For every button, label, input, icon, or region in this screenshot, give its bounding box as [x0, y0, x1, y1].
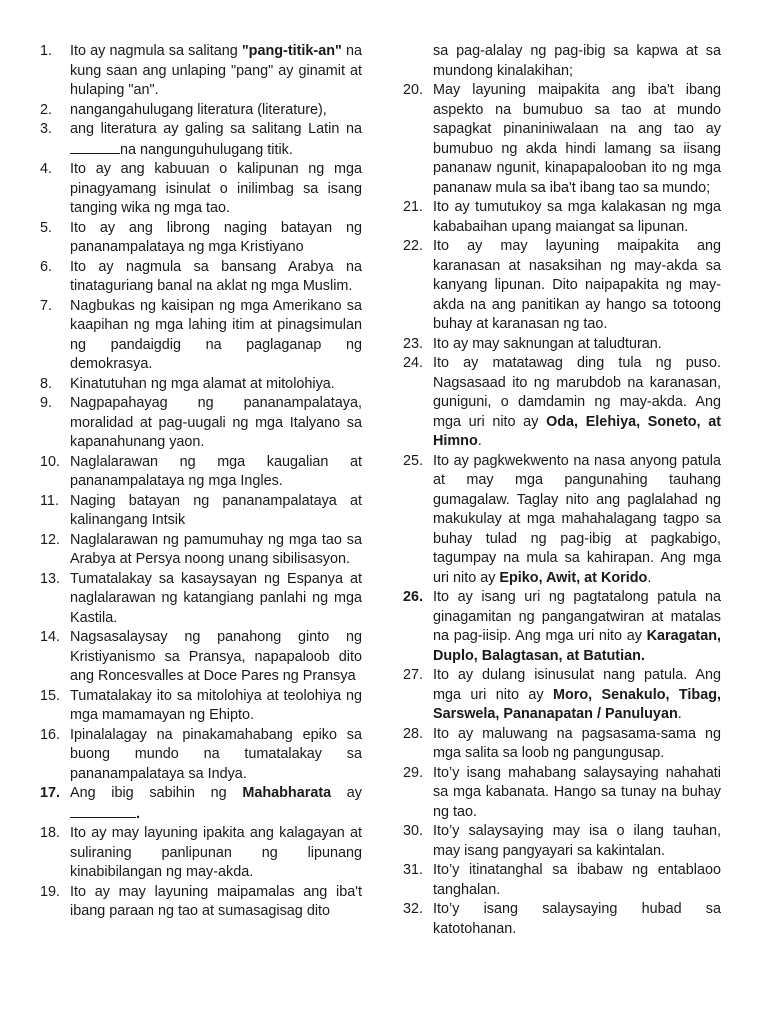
question-number: 27. [403, 667, 424, 683]
question-item [40, 492, 362, 531]
question-text [433, 198, 721, 237]
text-run: Ito’y salaysaying may isa o ilang tauhan, may isang pangyayari sa kakintalan. [433, 823, 721, 859]
question-item [40, 375, 362, 395]
question-number: 16. [40, 726, 61, 743]
question-number: 24. [403, 355, 424, 371]
question-text [433, 588, 721, 666]
question-item [40, 628, 362, 687]
question-item [40, 784, 362, 824]
question-list-left [40, 42, 362, 922]
question-item [40, 297, 362, 375]
question-text [433, 822, 721, 861]
question-item [403, 42, 721, 81]
question-text [70, 120, 362, 160]
question-number: 15. [40, 687, 61, 704]
question-item [403, 725, 721, 764]
question-item [40, 531, 362, 570]
answer-blank[interactable] [70, 140, 120, 154]
question-text [70, 726, 362, 785]
bold-text: Epiko, Awit, at Korido [499, 569, 648, 586]
question-number: 31. [403, 862, 424, 878]
text-run: Ang ibig sabihin ng [70, 785, 243, 801]
question-number: 25. [403, 452, 424, 469]
bold-text: Oda, Elehiya, Soneto, at Himno [433, 413, 721, 449]
question-number: 14. [40, 629, 61, 645]
question-item [403, 354, 721, 452]
question-text [70, 42, 362, 101]
question-number: 13. [40, 570, 61, 587]
question-number: 12. [40, 531, 61, 548]
right-column [403, 42, 721, 939]
question-text [433, 861, 721, 900]
question-number: 28. [403, 725, 424, 742]
text-run: Ito ay may layuning maipamalas ang iba't ibang paraan ng tao at sumasagisag dito [70, 883, 362, 919]
bold-text: "pang-titik-an" [241, 43, 342, 59]
text-run: na kung saan ang unlaping "pang" ay ginamit at hulaping "an". [70, 43, 362, 98]
question-item [403, 335, 721, 355]
text-run: Naglalarawan ng pamumuhay ng mga tao sa Arabya at Persya noong unang sibilisasyon. [70, 531, 362, 567]
text-run: Ito’y isang mahabang salaysaying nahahati sa mga kabanata. Hango sa tunay na buhay ng tao. [433, 764, 721, 820]
question-item [40, 687, 362, 726]
text-run: Tumatalakay sa kasaysayan ng Espanya at naglalarawan ng katangiang panlahi ng mga Kastila. [70, 570, 362, 626]
question-number: 11. [40, 492, 59, 509]
question-list-right [403, 42, 721, 939]
question-item [40, 453, 362, 492]
question-text [433, 335, 721, 355]
question-number: 9. [40, 395, 53, 411]
question-item [403, 822, 721, 861]
text-run: Ito ay may saknungan at taludturan. [433, 335, 662, 352]
question-number: 3. [40, 121, 53, 137]
question-number: 17. [40, 785, 61, 801]
question-number: 21. [403, 199, 424, 215]
text-run: Kinatutuhan ng mga alamat at mitolohiya. [70, 375, 335, 392]
question-item [403, 900, 721, 939]
question-text [70, 394, 362, 453]
question-text [70, 824, 362, 883]
text-run: Nagsasalaysay ng panahong ginto ng Kristiyanismo sa Pransya, napapaloob dito ang Roncesvalles at Doce Pares ng Pransya [70, 629, 362, 684]
text-run: sa pag-alalay ng pag-ibig sa kapwa at sa mundong kinalakihan; [433, 43, 721, 79]
question-number: 7. [40, 297, 53, 314]
question-number: 2. [40, 101, 53, 118]
question-number: 19. [40, 883, 61, 900]
question-number: 26. [403, 589, 424, 605]
question-number: 23. [403, 335, 424, 352]
question-text [433, 354, 721, 452]
question-text [433, 42, 721, 81]
question-number: 1. [40, 43, 53, 59]
text-run: Ito ay nagmula sa bansang Arabya na tinataguriang banal na aklat ng mga Muslim. [70, 258, 362, 294]
question-text [70, 531, 362, 570]
text-run: Nagpapahayag ng pananampalataya, moralidad at pag-uugali ng mga Italyano sa kapanahunang yaon. [70, 395, 362, 450]
question-item [403, 588, 721, 666]
text-run: . [677, 706, 682, 722]
question-item [403, 452, 721, 589]
question-item [40, 42, 362, 101]
text-run: . [647, 569, 652, 586]
question-number: 4. [40, 161, 53, 177]
question-item [40, 120, 362, 160]
question-item [403, 861, 721, 900]
question-text [70, 219, 362, 258]
question-text [70, 628, 362, 687]
text-run: Ito’y itinatanghal sa ibabaw ng entablaoo tanghalan. [433, 862, 721, 898]
question-text [433, 452, 721, 589]
bold-text: Moro, Senakulo, Tibag, Sarswela, Pananapatan / Panuluyan [433, 686, 722, 722]
text-run: Ipinalalagay na pinakamahabang epiko sa buong mundo na tumatalakay sa pananampalataya sa Indya. [70, 726, 362, 782]
question-item [40, 101, 362, 121]
text-run: Ito ay may layuning ipakita ang kalagayan at suliraning panlipunan ng lipunang kinabibilangan ng may-akda. [70, 825, 362, 880]
question-text [433, 237, 721, 335]
question-item [403, 237, 721, 335]
question-text [70, 453, 362, 492]
question-item [403, 198, 721, 237]
question-item [40, 258, 362, 297]
question-text [70, 492, 362, 531]
question-number: 10. [40, 453, 61, 470]
text-run: Ito ay tumutukoy sa mga kalakasan ng mga kababaihan upang maiangat sa lipunan. [433, 199, 721, 235]
question-number: 8. [40, 375, 53, 392]
question-text [70, 258, 362, 297]
answer-blank[interactable] [70, 804, 136, 818]
text-run: Ito ay pagkwekwento na nasa anyong patula at may mga pangunahing tauhang gumagalaw. Taglay nito ang paglalahad ng makukulay at mga mahahalagang tagpo sa buhay tulad ng pag-ibig at pagkabigo, tagumpay na mula sa kahirapan. Ang mga uri nito ay [433, 452, 721, 586]
text-run: Ito ay nagmula sa salitang [70, 43, 242, 59]
question-text [70, 687, 362, 726]
question-number: 6. [40, 258, 53, 275]
question-item [40, 394, 362, 453]
question-item [40, 570, 362, 629]
question-text [70, 570, 362, 629]
text-run: ay [331, 785, 363, 801]
bold-text: . [136, 805, 140, 822]
question-text [433, 764, 721, 823]
bold-text: Karagatan, Duplo, Balagtasan, at Batutian. [433, 628, 721, 664]
question-text [433, 900, 721, 939]
question-number: 5. [40, 219, 53, 236]
text-run: Ito ay matatawag ding tula ng puso. Nagsasaad ito ng marubdob na karanasan, guniguni, o damdamin ng may-akda. Ang mga uri nito ay [433, 355, 721, 430]
text-run: Ito ay dulang isinusulat nang patula. Ang mga uri nito ay [433, 667, 721, 703]
question-item [40, 160, 362, 219]
question-item [403, 666, 721, 725]
text-run: May layuning maipakita ang iba't ibang aspekto na bumubuo sa tao at mundo sapagkat pinaniniwalaan na ang tao ay bumubuo ng akda hindi lamang sa iisang pananaw ngunit, kinapapalooban ito ng mga pananaw mula sa iba't ibang tao sa mundo; [433, 82, 721, 196]
question-number: 18. [40, 825, 61, 841]
text-run: Ito ay isang uri ng pagtatalong patula na ginagamitan ng pangangatwiran at matalas na pag-iisip. Ang mga uri nito ay [433, 589, 721, 644]
question-text [70, 160, 362, 219]
text-run: ang literatura ay galing sa salitang Latin na [70, 121, 362, 137]
question-item [40, 726, 362, 785]
text-run: Naging batayan ng pananampalataya at kalinangang Intsik [70, 492, 362, 528]
question-text [70, 297, 362, 375]
question-number: 22. [403, 238, 424, 254]
text-run: . [477, 433, 482, 449]
question-text [433, 666, 721, 725]
question-text [70, 101, 362, 121]
question-text [70, 375, 362, 395]
question-item [403, 81, 721, 198]
question-item [40, 883, 362, 922]
question-text [433, 725, 721, 764]
question-text [70, 883, 362, 922]
left-column [40, 42, 362, 922]
text-run: Tumatalakay ito sa mitolohiya at teolohiya ng mga mamamayan ng Ehipto. [70, 687, 362, 723]
bold-text: Mahabharata [242, 785, 332, 801]
question-item [403, 764, 721, 823]
question-item [40, 824, 362, 883]
question-number: 20. [403, 82, 424, 98]
text-run: Naglalarawan ng mga kaugalian at pananampalataya ng mga Ingles. [70, 453, 362, 489]
question-text [70, 784, 362, 824]
text-run: Ito ay ang kabuuan o kalipunan ng mga pinagyamang isinulat o inilimbag sa isang tanging wika ng mga tao. [70, 161, 362, 216]
question-text [433, 81, 721, 198]
question-number: 29. [403, 764, 424, 781]
text-run: Ito ay may layuning maipakita ang karanasan at nasaksihan ng may-akda sa kanyang lipunan. Dito naipapakita ng may-akda na ang panitikan ay hango sa totoong buhay at karanasan ng tao. [433, 238, 721, 332]
question-number: 32. [403, 901, 424, 917]
question-item [40, 219, 362, 258]
text-run: Nagbukas ng kaisipan ng mga Amerikano sa kaapihan ng mga lahing itim at pinagsimulan ng pandaigdig na paglaganap ng demokrasya. [70, 297, 362, 372]
text-run: Ito ay maluwang na pagsasama-sama ng mga salita sa loob ng pangungusap. [433, 725, 721, 761]
text-run: Ito ay ang librong naging batayan ng pananampalataya ng mga Kristiyano [70, 219, 362, 255]
text-run: na nangunguhulugang titik. [120, 141, 293, 158]
question-number: 30. [403, 823, 424, 839]
text-run: nangangahulugang literatura (literature), [70, 101, 327, 118]
text-run: Ito’y isang salaysaying hubad sa katotohanan. [433, 901, 721, 937]
